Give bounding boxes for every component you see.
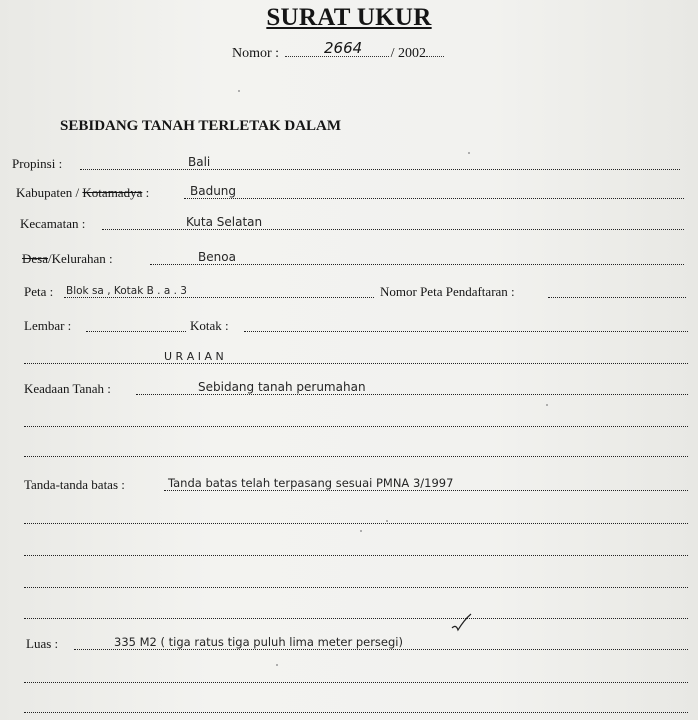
batas-line-3 [24, 540, 692, 558]
document-title: SURAT UKUR [266, 4, 432, 31]
batas-label: Tanda-tanda batas : [24, 477, 125, 492]
luas-line-2 [24, 667, 692, 685]
paper-speck [386, 520, 388, 522]
nomor-value: 2664 [324, 39, 363, 57]
batas-line-4 [24, 572, 692, 590]
luas-line-3 [24, 697, 692, 715]
kelurahan-dots [150, 264, 684, 265]
lembar-dots [86, 331, 186, 332]
batas-line-5 [24, 603, 692, 621]
kabupaten-label: Kabupaten / Kotamadya : [16, 185, 150, 200]
check-mark-icon [450, 612, 472, 632]
kecamatan-row [20, 214, 690, 232]
nomor-peta-label: Nomor Peta Pendaftaran : [380, 284, 515, 299]
kotak-dots [244, 331, 688, 332]
batas-row [24, 475, 692, 493]
kecamatan-dots [102, 229, 684, 230]
paper-speck [360, 530, 362, 532]
uraian-row [24, 348, 692, 366]
uraian-dots [24, 363, 688, 364]
section-title: SEBIDANG TANAH TERLETAK DALAM [60, 118, 342, 134]
kotak-label: Kotak : [190, 318, 229, 333]
nomor-dots-2 [426, 46, 444, 57]
nomor-line [232, 39, 444, 62]
kelurahan-value: Benoa [198, 250, 236, 264]
propinsi-dots [80, 169, 680, 170]
paper-speck [468, 152, 470, 154]
peta-label: Peta : [24, 284, 54, 299]
nomor-peta-dots [548, 297, 686, 298]
keadaan-line-2 [24, 411, 692, 429]
batas-value: Tanda batas telah terpasang sesuai PMNA 3/1997 [168, 476, 454, 490]
luas-dots [74, 649, 688, 650]
batas-dots [164, 490, 688, 491]
luas-row [26, 634, 692, 652]
lembar-row [24, 316, 692, 334]
luas-value: 335 M2 ( tiga ratus tiga puluh lima meter persegi) [114, 635, 403, 649]
keadaan-label: Keadaan Tanah : [24, 381, 111, 396]
batas-line-2 [24, 508, 692, 526]
propinsi-value: Bali [188, 155, 211, 169]
lembar-label: Lembar : [24, 318, 72, 333]
propinsi-row [12, 154, 692, 172]
propinsi-label: Propinsi : [12, 156, 63, 171]
peta-row [24, 282, 690, 300]
kecamatan-label: Kecamatan : [20, 216, 86, 231]
keadaan-dots [136, 394, 688, 395]
paper-speck [546, 404, 548, 406]
nomor-label: Nomor : [232, 46, 280, 61]
kelurahan-label: Desa/Kelurahan : [22, 251, 113, 266]
uraian-value: U R A I A N [164, 350, 224, 363]
kabupaten-dots [184, 198, 684, 199]
keadaan-value: Sebidang tanah perumahan [198, 380, 366, 394]
kabupaten-row [16, 183, 692, 201]
kelurahan-row [22, 249, 690, 267]
keadaan-line-3 [24, 441, 692, 459]
peta-value: Blok sa , Kotak B . a . 3 [66, 285, 187, 297]
paper-speck [238, 90, 240, 92]
nomor-year-hand: 2 [418, 46, 426, 61]
peta-dots [64, 297, 374, 298]
kabupaten-value: Badung [190, 184, 237, 198]
luas-label: Luas : [26, 636, 59, 651]
keadaan-row [24, 379, 692, 397]
kecamatan-value: Kuta Selatan [186, 215, 263, 229]
paper-speck [276, 664, 278, 666]
nomor-year: / 200 [390, 46, 419, 61]
